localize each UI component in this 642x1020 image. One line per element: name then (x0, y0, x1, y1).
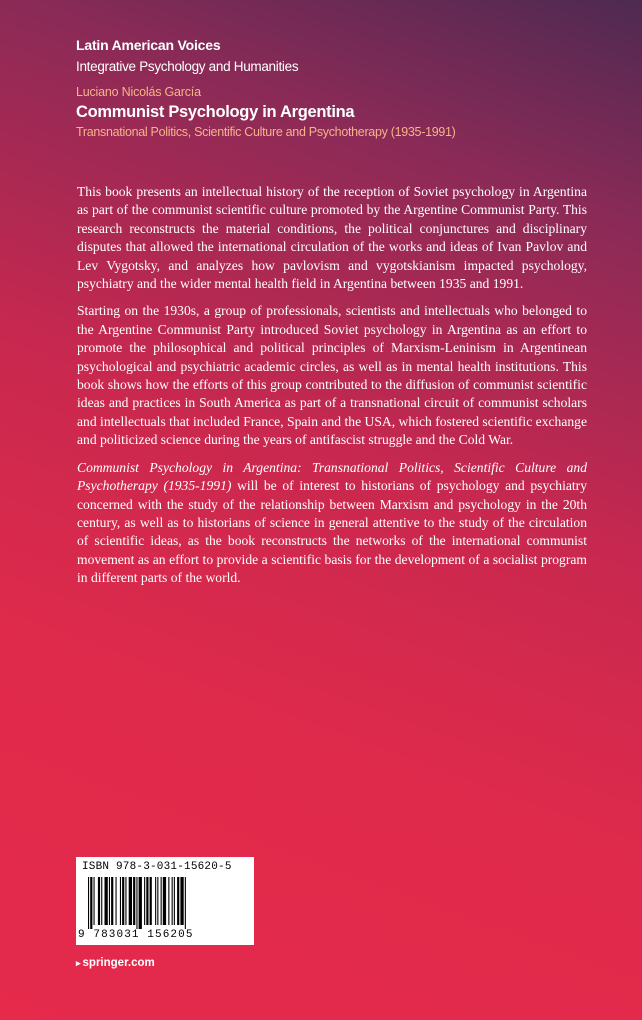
barcode-bar (139, 877, 142, 929)
barcode-bar (172, 877, 173, 925)
isbn-label: ISBN 978-3-031-15620-5 (82, 861, 232, 873)
description-paragraph-3 (77, 459, 587, 588)
barcode-bar (120, 877, 121, 925)
barcode-bar (94, 877, 95, 925)
barcode-bar (98, 877, 100, 925)
book-description (77, 183, 587, 597)
barcode-bar (88, 877, 89, 929)
barcode-bar (109, 877, 110, 925)
series-title: Latin American Voices (76, 37, 221, 53)
isbn-barcode (76, 857, 254, 945)
barcode-bar (133, 877, 135, 925)
barcode-bar (101, 877, 102, 925)
series-subtitle: Integrative Psychology and Humanities (76, 59, 299, 74)
paragraph-3-text: will be of interest to historians of psychology and psychiatry concerned with the study of the relationship between Marxism and psychology in the 20th century, as well as to historians of science in general attentive to the study of the circulation of scientific ideas, as the book reconstructs the networks of the international communist movement as an effort to provide a scientific basis for the development of a socialist program in different parts of the world. (77, 478, 587, 586)
barcode-bar (146, 877, 148, 925)
barcode-bar (129, 877, 132, 925)
barcode-bar (111, 877, 113, 925)
barcode-bars (88, 877, 244, 929)
barcode-bar (161, 877, 162, 925)
barcode-bar (125, 877, 126, 925)
publisher-link-text: springer.com (82, 957, 155, 969)
book-title: Communist Psychology in Argentina (76, 103, 355, 121)
barcode-bar (90, 877, 92, 929)
book-title-italic: Communist Psychology in Argentina: Transnational Politics, Scientific Culture and Psychotherapy (1935-1991) (77, 459, 587, 494)
barcode-bar (122, 877, 124, 925)
triangle-right-icon: ▸ (76, 958, 81, 968)
barcode-bar (136, 877, 137, 929)
barcode-bar (180, 877, 183, 925)
barcode-bar (105, 877, 108, 925)
barcode-bar (157, 877, 158, 925)
barcode-bar (144, 877, 145, 925)
barcode-bar (174, 877, 175, 925)
barcode-digits: 9 783031 156205 (78, 929, 194, 941)
description-paragraph-1: This book presents an intellectual history of the reception of Soviet psychology in Argentina as part of the communist scientific culture promoted by the Argentine Communist Party. This research reconstructs the material conditions, the political conjunctures and disciplinary disputes that allowed the international circulation of the works and ideas of Ivan Pavlov and Lev Vygotsky, and analyzes how pavlovism and vygotskianism impacted psychology, psychiatry and the wider mental health field in Argentina between 1935 and 1991. (77, 184, 587, 292)
barcode-bar (185, 877, 186, 929)
book-subtitle: Transnational Politics, Scientific Culture and Psychotherapy (1935-1991) (76, 125, 456, 139)
barcode-bar (168, 877, 169, 925)
barcode-bar (177, 877, 179, 925)
barcode-bar (155, 877, 156, 925)
barcode-bar (116, 877, 117, 925)
barcode-bar (150, 877, 152, 925)
barcode-bar (163, 877, 166, 925)
description-paragraph-2: Starting on the 1930s, a group of professionals, scientists and intellectuals who belonged to the Argentine Communist Party introduced Soviet psychology in Argentina as an effort to promote the philosophical and political principles of Marxism-Leninism in Argentinean psychological and psychiatric academic circles, as well as in mental health institutions. This book shows how the efforts of this group contributed to the diffusion of communist scientific ideas and practices in South America as part of a transnational circuit of communist scholars and intellectuals that included France, Spain and the USA, which fostered scientific exchange and politicized science during the years of antifascist struggle and the Cold War. (77, 303, 587, 448)
author-name: Luciano Nicolás García (76, 85, 201, 99)
publisher-link[interactable] (76, 957, 155, 969)
cover-header (76, 36, 596, 140)
